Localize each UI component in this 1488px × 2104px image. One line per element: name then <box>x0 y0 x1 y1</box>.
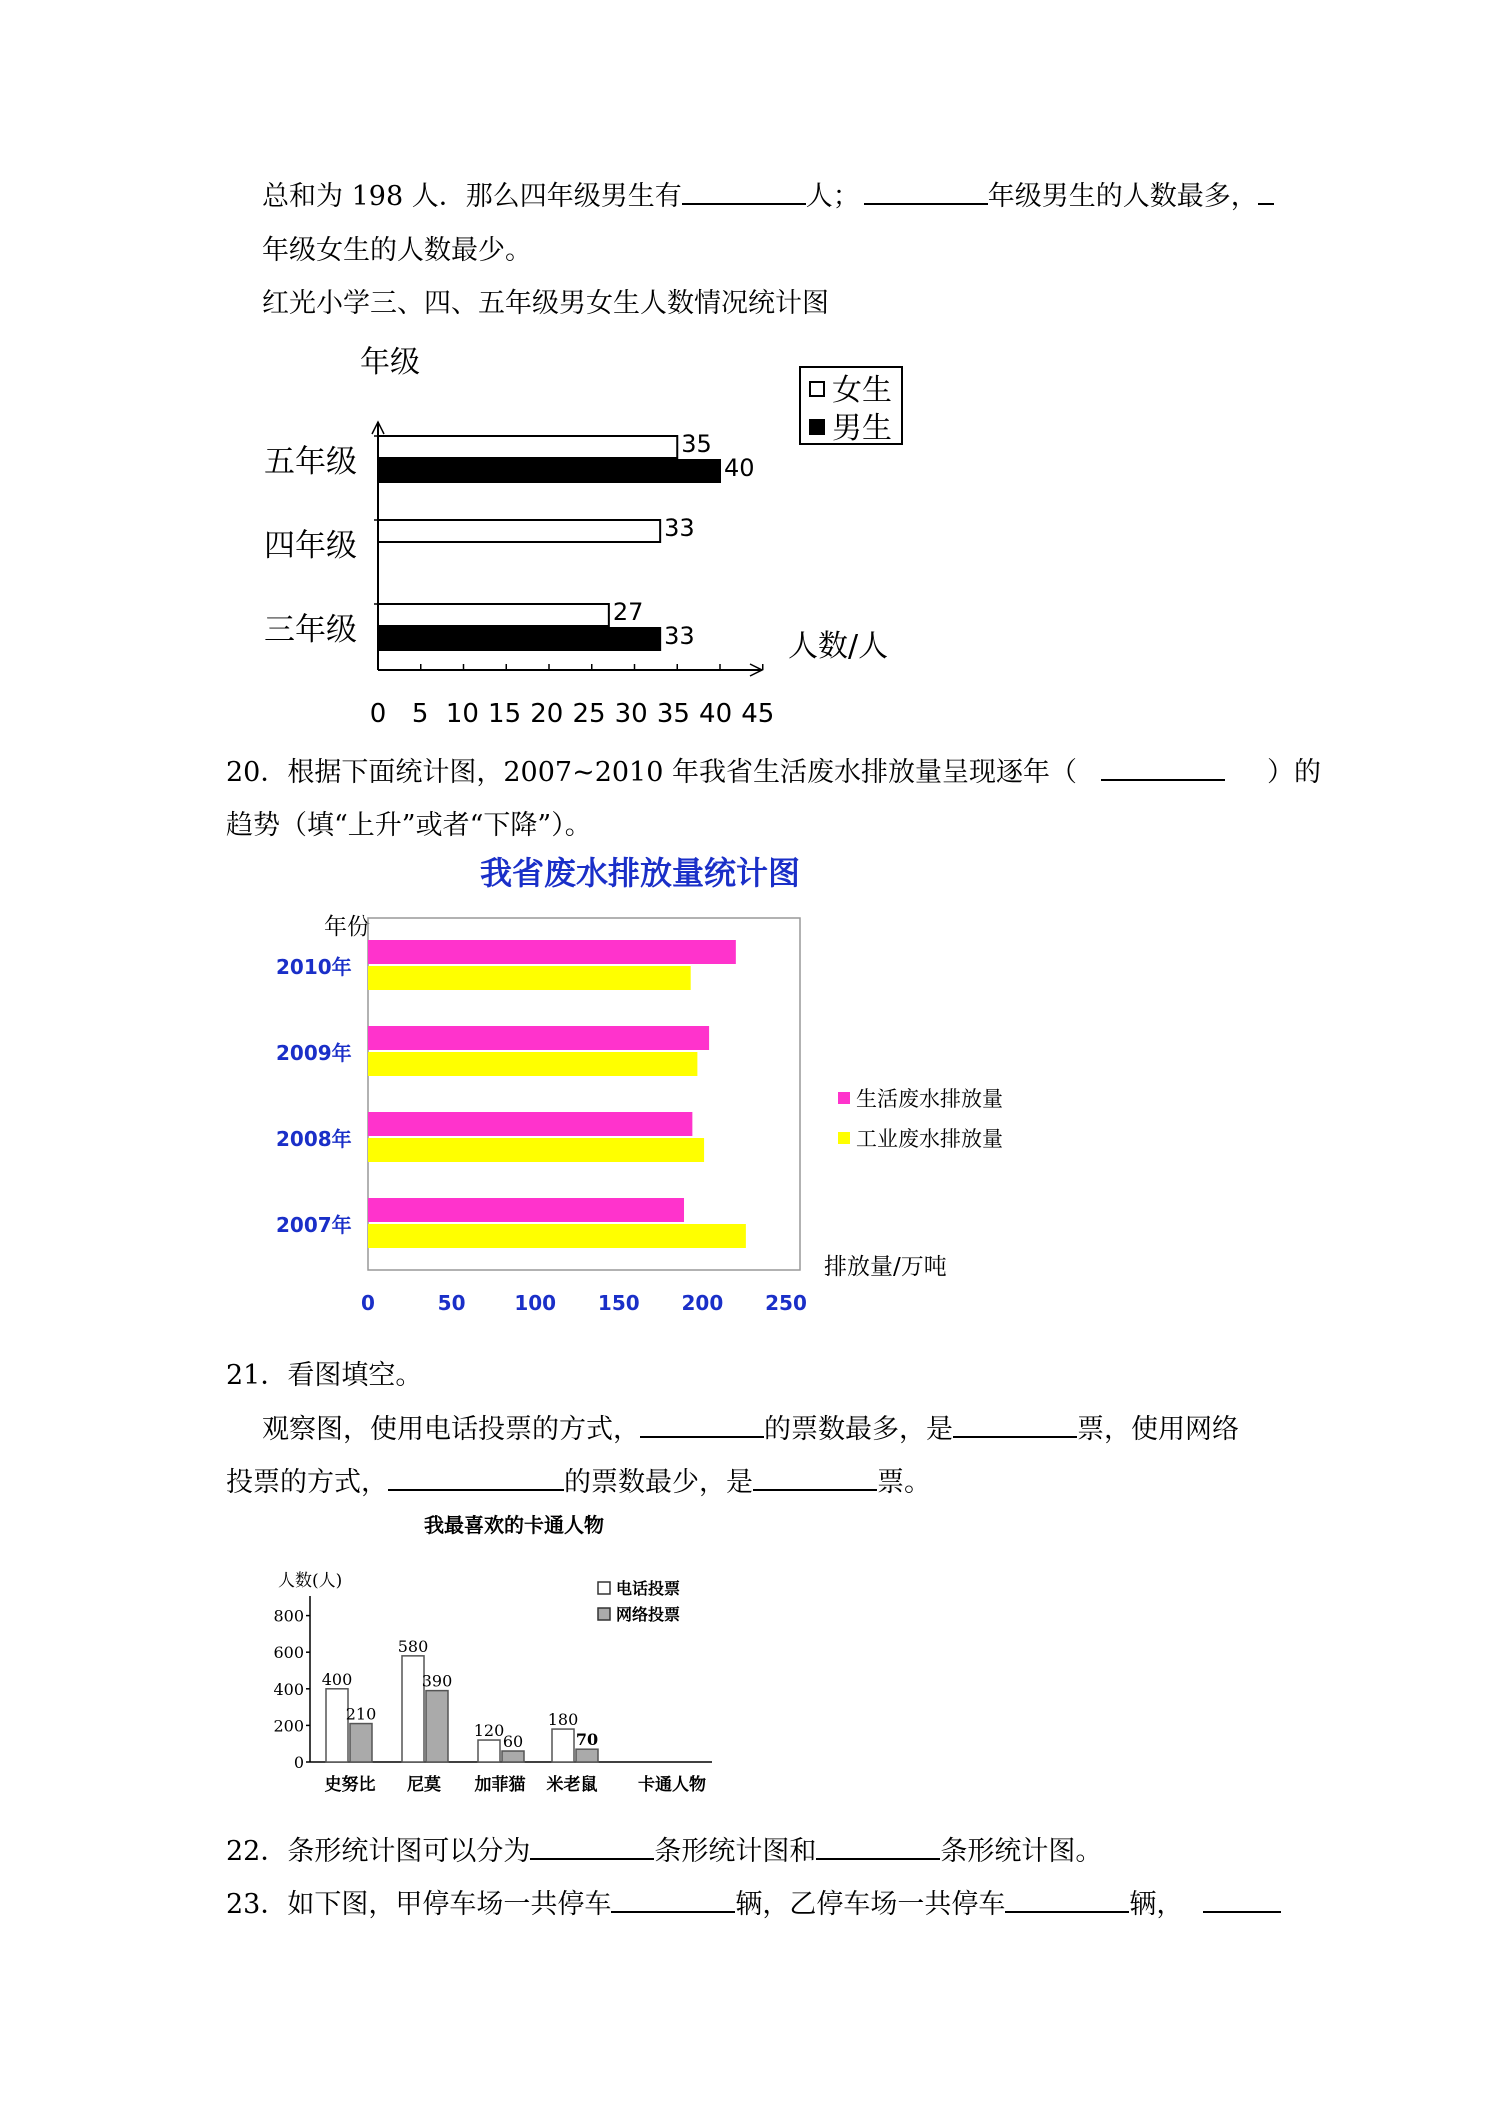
data-label: 70 <box>575 1730 599 1750</box>
y-axis-title: 年级 <box>360 345 420 380</box>
legend-label-industrial: 工业废水排放量 <box>856 1127 1003 1151</box>
y-tick-label: 400 <box>273 1679 304 1699</box>
x-tick-label: 250 <box>765 1291 807 1315</box>
q20-text-1a: 20．根据下面统计图，2007~2010 年我省生活废水排放量呈现逐年（ <box>226 757 1077 788</box>
bar-phone <box>478 1740 500 1762</box>
category-label: 尼莫 <box>407 1775 441 1795</box>
data-label: 180 <box>547 1710 579 1730</box>
x-tick-label: 10 <box>445 699 479 729</box>
bar-online <box>576 1749 598 1762</box>
x-axis-title: 人数/人 <box>788 629 889 664</box>
legend-swatch-online <box>598 1608 610 1620</box>
bar-phone <box>326 1689 348 1762</box>
x-axis-title: 卡通人物 <box>638 1775 706 1795</box>
x-tick-label: 150 <box>597 1291 640 1315</box>
q23-blank-3[interactable] <box>1203 1885 1281 1913</box>
x-tick-label: 0 <box>369 699 387 729</box>
x-tick-label: 5 <box>411 699 429 729</box>
q21-text-1: 21．看图填空。 <box>226 1360 423 1391</box>
category-label: 米老鼠 <box>546 1775 598 1795</box>
q22-text-c: 条形统计图。 <box>940 1836 1103 1867</box>
category-label: 四年级 <box>264 528 357 564</box>
x-tick-label: 20 <box>530 699 564 729</box>
q23-text-b: 辆，乙停车场一共停车 <box>735 1889 1006 1920</box>
data-label: 33 <box>664 622 695 650</box>
q21-text-3a: 投票的方式， <box>226 1467 388 1498</box>
q21-text-2a: 观察图，使用电话投票的方式， <box>262 1414 640 1445</box>
x-tick-label: 15 <box>488 699 522 729</box>
data-label: 400 <box>321 1669 353 1689</box>
legend-label-phone: 电话投票 <box>616 1579 681 1598</box>
x-tick-label: 30 <box>614 699 648 729</box>
q19-text-1a: 总和为 198 人．那么四年级男生有 <box>262 181 682 212</box>
q20-text-1b: ）的 <box>1267 757 1321 788</box>
y-tick-label: 200 <box>273 1716 304 1736</box>
y-tick-label: 0 <box>293 1753 304 1772</box>
q19-text-2: 年级女生的人数最少。 <box>262 235 532 266</box>
q22-blank-1[interactable] <box>530 1832 654 1860</box>
q22-line <box>226 1832 1102 1872</box>
data-label: 210 <box>345 1704 377 1724</box>
data-label: 27 <box>612 598 644 626</box>
category-label: 2009年 <box>276 1041 352 1065</box>
data-label: 35 <box>681 430 712 458</box>
data-label: 40 <box>724 454 755 482</box>
bar-online <box>502 1751 524 1762</box>
x-tick-label: 40 <box>699 699 733 729</box>
category-label: 2007年 <box>276 1213 352 1237</box>
data-label: 120 <box>473 1721 505 1741</box>
y-axis-title: 人数(人) <box>278 1571 343 1591</box>
x-axis-title: 排放量/万吨 <box>824 1254 947 1280</box>
q22-text-b: 条形统计图和 <box>654 1836 817 1867</box>
data-label: 60 <box>502 1732 524 1752</box>
chart-title: 我最喜欢的卡通人物 <box>424 1513 604 1537</box>
x-tick-label: 35 <box>656 699 690 729</box>
legend-label-online: 网络投票 <box>616 1605 681 1624</box>
x-tick-label: 25 <box>572 699 606 729</box>
q21-text-3b: 的票数最少，是 <box>564 1467 753 1498</box>
x-tick-label: 0 <box>361 1291 375 1315</box>
bar-phone <box>402 1656 424 1762</box>
data-label: 390 <box>421 1671 453 1691</box>
q23-blank-2[interactable] <box>1005 1885 1129 1913</box>
legend-label-boys: 男生 <box>832 411 892 446</box>
q21-text-3c: 票。 <box>877 1467 931 1498</box>
data-label: 33 <box>664 514 695 542</box>
category-label: 五年级 <box>264 444 357 480</box>
q23-blank-1[interactable] <box>611 1885 735 1913</box>
q22-text-a: 22．条形统计图可以分为 <box>226 1836 531 1867</box>
y-axis-title: 年份 <box>324 914 370 940</box>
legend-label-domestic: 生活废水排放量 <box>856 1087 1003 1111</box>
q23-text-a: 23．如下图，甲停车场一共停车 <box>226 1889 612 1920</box>
q22-blank-2[interactable] <box>816 1832 940 1860</box>
q21-text-2c: 票，使用网络 <box>1077 1414 1239 1445</box>
x-tick-label: 45 <box>741 699 775 729</box>
q23-line <box>226 1885 1281 1925</box>
category-label: 2008年 <box>276 1127 352 1151</box>
x-tick-label: 200 <box>681 1291 724 1315</box>
q19-text-1b: 人； <box>805 181 860 212</box>
category-label: 史努比 <box>324 1775 376 1795</box>
x-tick-label: 100 <box>514 1291 557 1315</box>
q21-text-2b: 的票数最多，是 <box>764 1414 953 1445</box>
q19-caption-text: 红光小学三、四、五年级男女生人数情况统计图 <box>262 288 829 319</box>
y-tick-label: 600 <box>273 1643 304 1663</box>
y-tick-label: 800 <box>273 1606 304 1626</box>
category-label: 2010年 <box>276 955 352 979</box>
bar-phone <box>552 1729 574 1762</box>
q23-text-c: 辆， <box>1129 1889 1184 1920</box>
x-tick-label: 50 <box>437 1291 466 1315</box>
q20-text-2: 趋势（填“上升”或者“下降”）。 <box>226 810 592 841</box>
category-label: 三年级 <box>264 612 357 648</box>
chart-title: 我省废水排放量统计图 <box>479 854 801 892</box>
data-label: 580 <box>397 1636 429 1656</box>
legend-swatch-phone <box>598 1582 610 1594</box>
bar-online <box>350 1724 372 1762</box>
category-label: 加菲猫 <box>474 1775 526 1795</box>
legend-label-girls: 女生 <box>832 373 892 408</box>
q19-text-1c: 年级男生的人数最多， <box>987 181 1258 212</box>
bar-online <box>426 1691 448 1762</box>
